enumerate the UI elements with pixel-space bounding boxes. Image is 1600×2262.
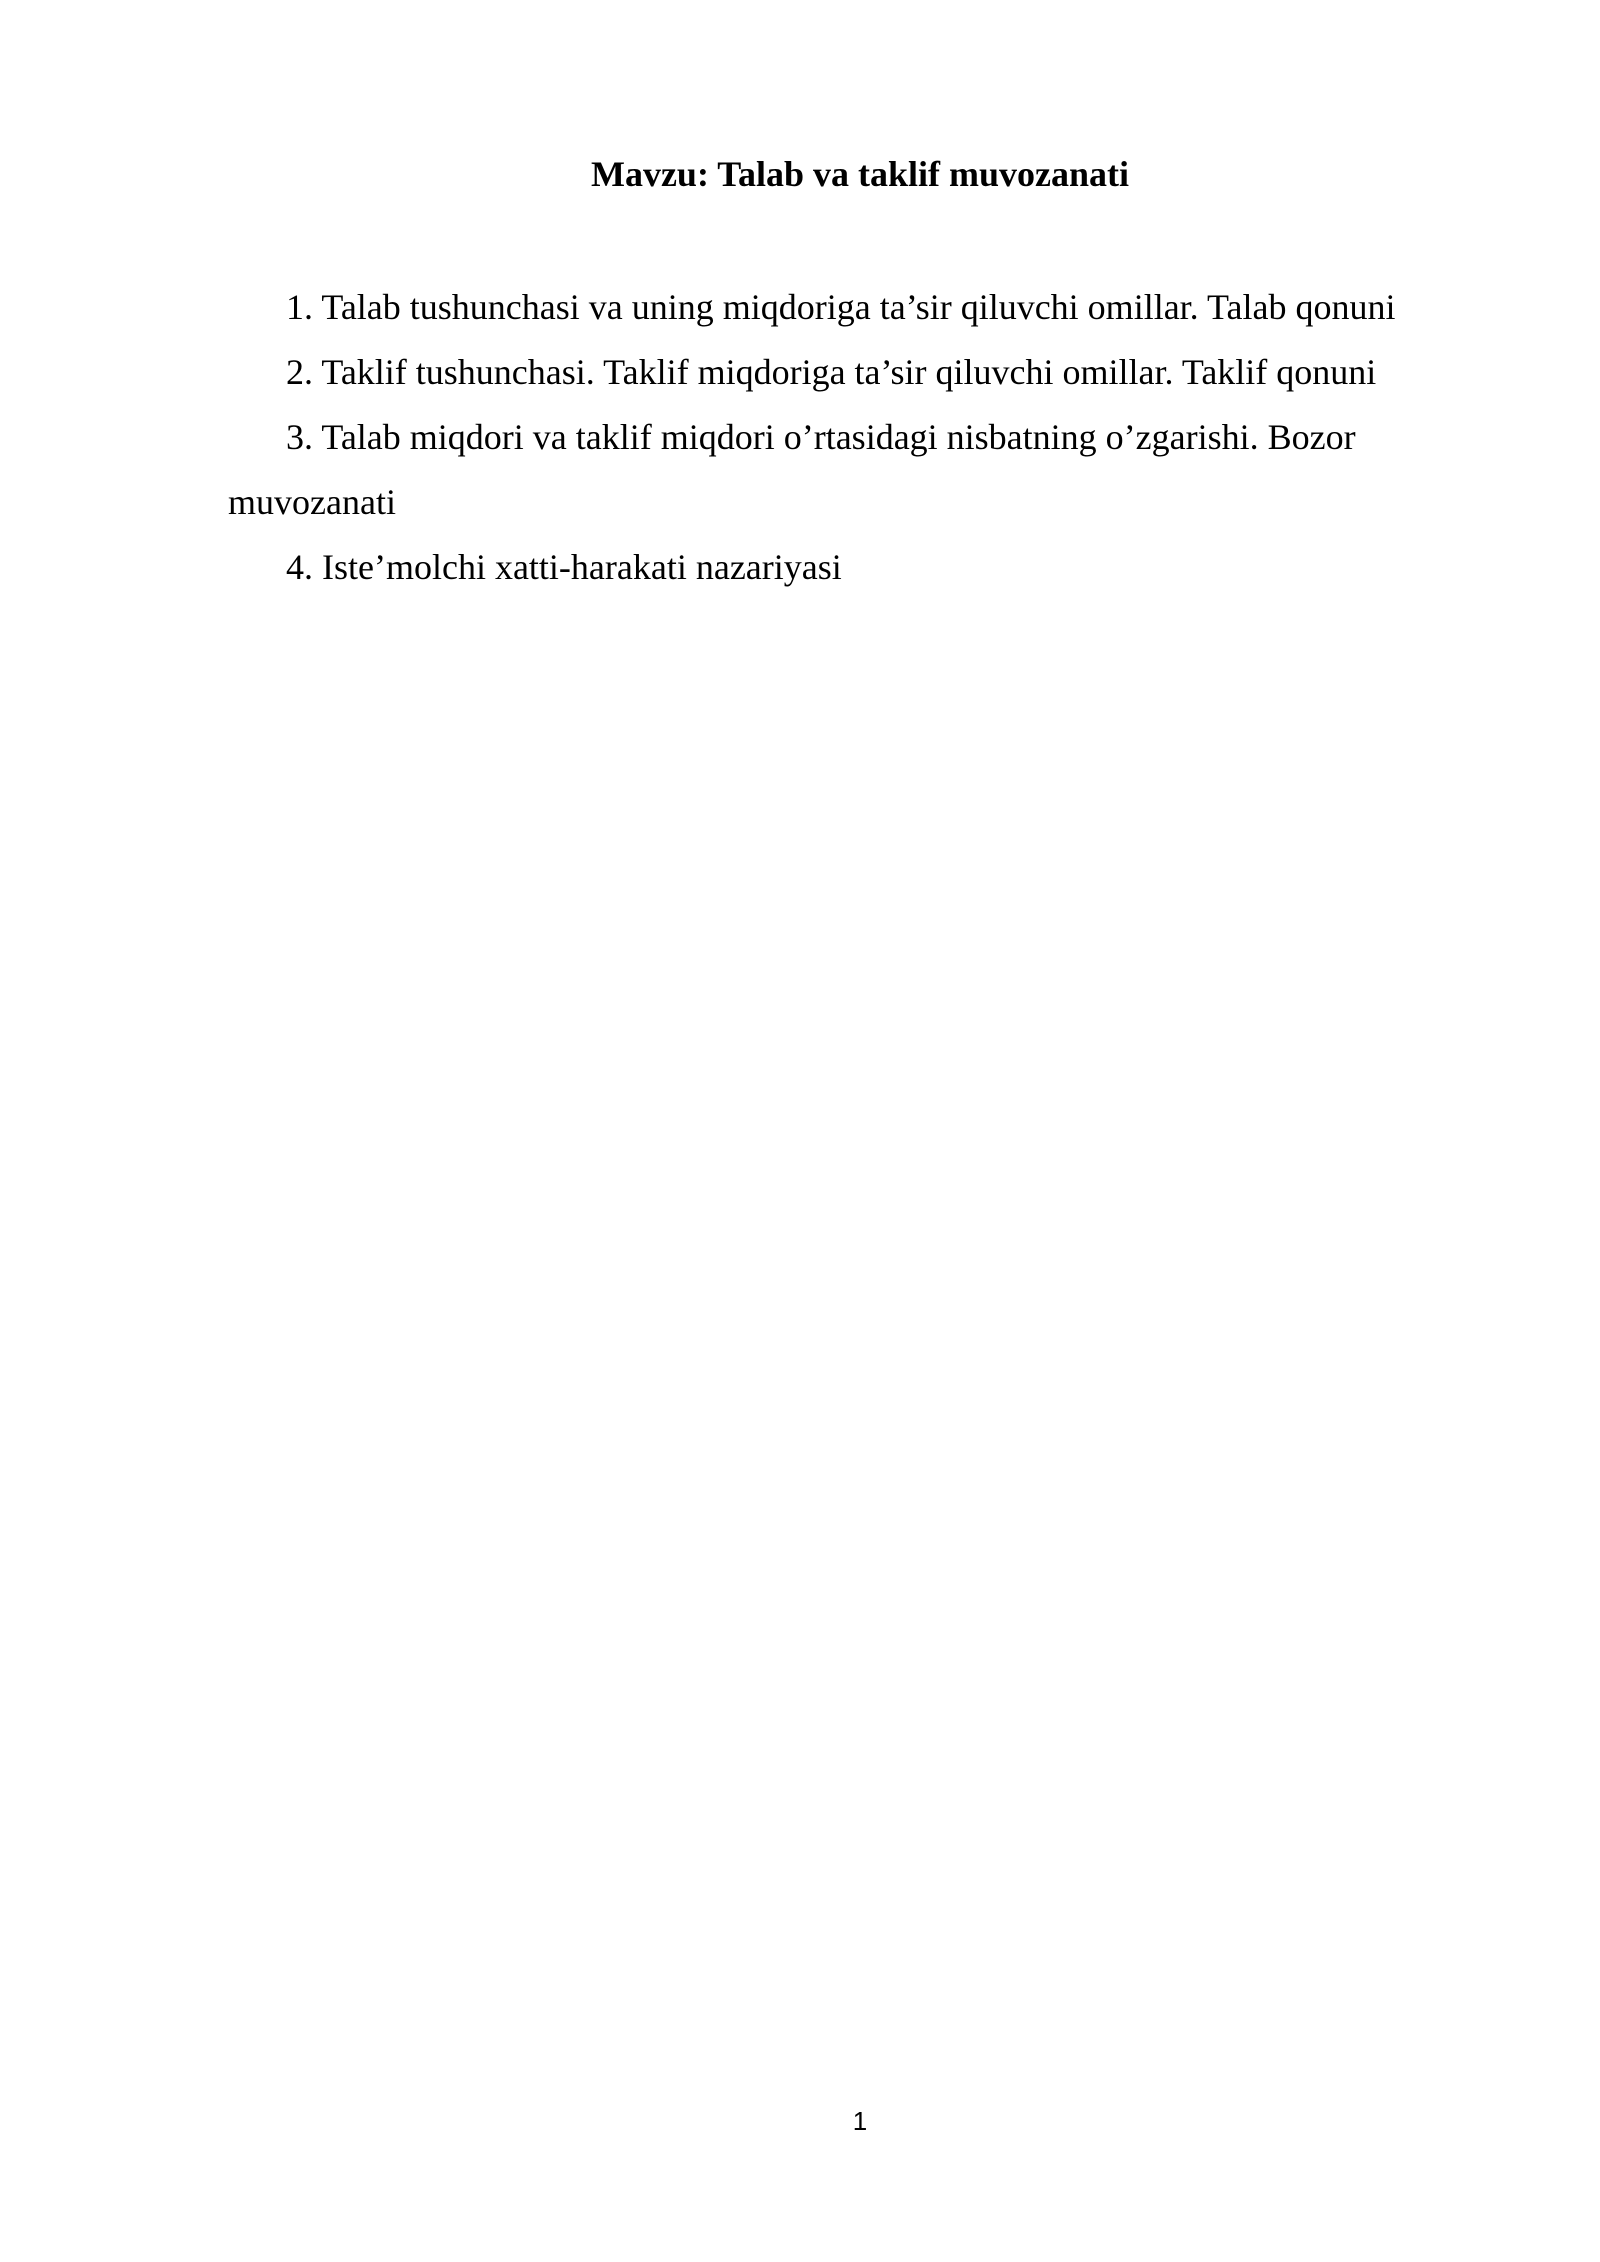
topic-item-1: 1. Talab tushunchasi va uning miqdoriga ta’sir qiluvchi omillar. Talab qonuni bbox=[286, 287, 1396, 327]
topic-item-3: 3. Talab miqdori va taklif miqdori o’rtasidagi nisbatning o’zgarishi. Bozor muvozanati bbox=[228, 417, 1356, 522]
document-title: Mavzu: Talab va taklif muvozanati bbox=[590, 154, 1130, 194]
topic-list bbox=[228, 275, 1458, 600]
topic-item-4: 4. Iste’molchi xatti-harakati nazariyasi bbox=[286, 547, 842, 587]
topic-item-2: 2. Taklif tushunchasi. Taklif miqdoriga ta’sir qiluvchi omillar. Taklif qonuni bbox=[286, 352, 1377, 392]
page-number: 1 bbox=[852, 2106, 868, 2136]
